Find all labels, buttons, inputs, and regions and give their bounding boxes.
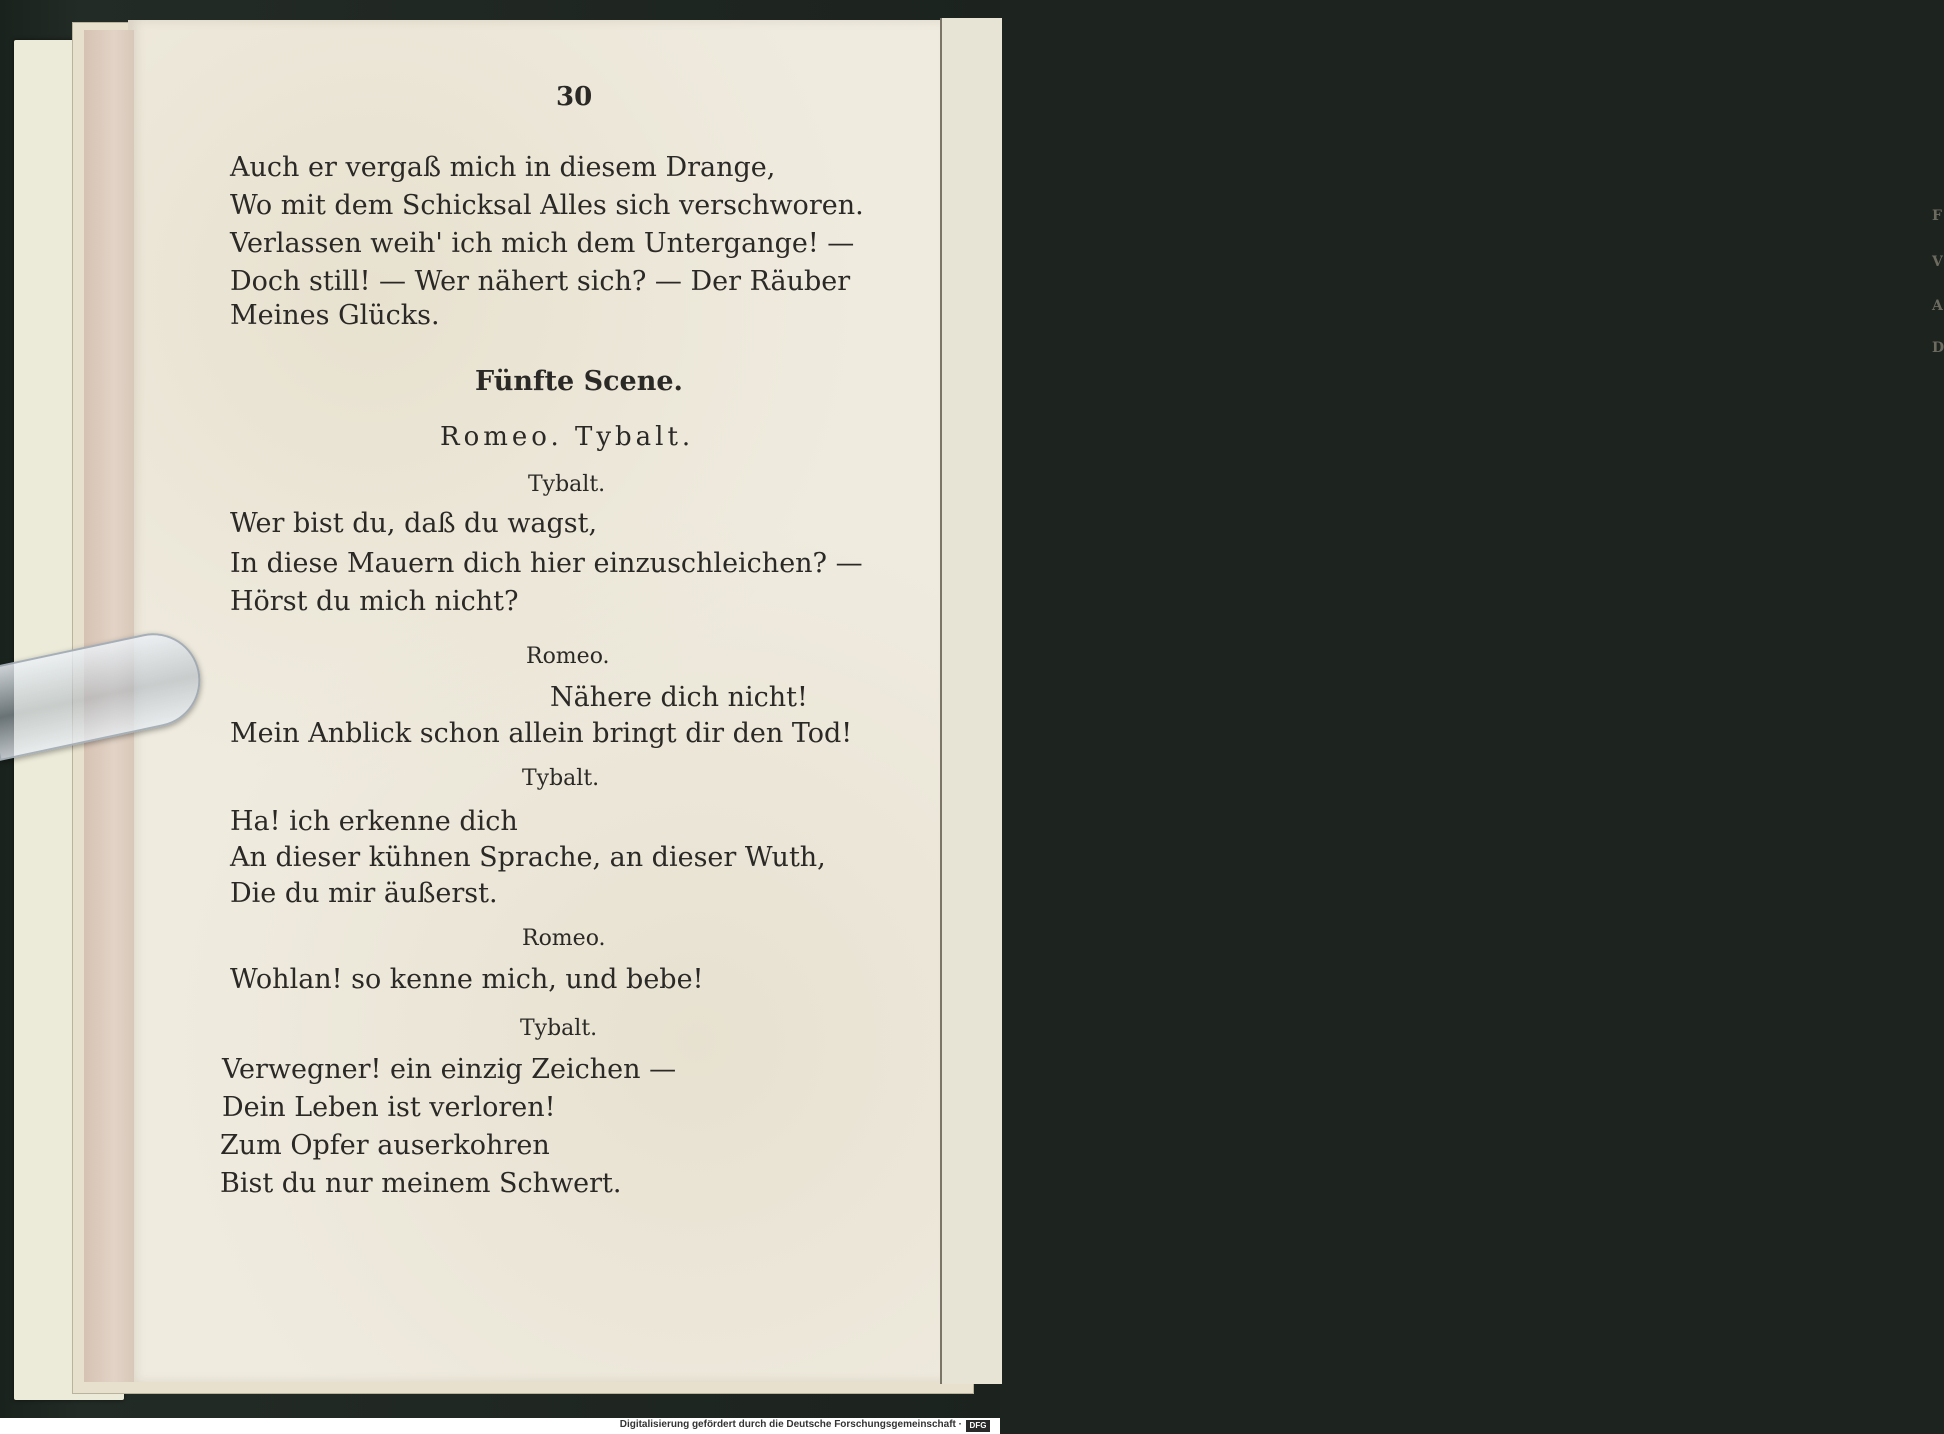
- verse-line: Meines Glücks.: [230, 300, 440, 331]
- verse-line: Hörst du mich nicht?: [230, 586, 519, 617]
- verse-line: Wo mit dem Schicksal Alles sich verschworen.: [230, 190, 864, 221]
- verse-line: In diese Mauern dich hier einzuschleichen? —: [230, 548, 863, 579]
- verse-line: Wohlan! so kenne mich, und bebe!: [230, 964, 704, 995]
- verse-line: An dieser kühnen Sprache, an dieser Wuth,: [230, 842, 826, 873]
- speaker-label: Romeo.: [526, 644, 610, 669]
- bleed-letter: V: [1932, 254, 1943, 270]
- verse-line: Dein Leben ist verloren!: [222, 1092, 556, 1123]
- verse-line: Verwegner! ein einzig Zeichen —: [222, 1054, 677, 1085]
- verse-line: Verlassen weih' ich mich dem Untergange! —: [230, 228, 855, 259]
- speaker-label: Tybalt.: [522, 766, 600, 791]
- verse-line: Nähere dich nicht!: [550, 682, 808, 713]
- cast-list: Romeo. Tybalt.: [440, 422, 695, 452]
- verse-line: Wer bist du, daß du wagst,: [230, 508, 598, 539]
- bleed-letter: F: [1932, 208, 1942, 224]
- speaker-label: Tybalt.: [528, 472, 606, 497]
- speaker-label: Tybalt.: [520, 1016, 598, 1041]
- verse-line: Ha! ich erkenne dich: [230, 806, 518, 837]
- bleed-letter: D: [1932, 340, 1944, 356]
- scene-title: Fünfte Scene.: [475, 366, 683, 397]
- dfg-logo: DFG: [966, 1420, 990, 1432]
- verse-line: Die du mir äußerst.: [230, 878, 498, 909]
- verse-line: Zum Opfer auserkohren: [220, 1130, 550, 1161]
- verse-line: Mein Anblick schon allein bringt dir den Tod!: [230, 718, 853, 749]
- facing-page-edge: [940, 18, 1944, 1384]
- page-number: 30: [556, 82, 593, 112]
- footer-credit: Digitalisierung gefördert durch die Deutsche Forschungsgemeinschaft ·: [619, 1419, 962, 1430]
- verse-line: Auch er vergaß mich in diesem Drange,: [230, 152, 776, 183]
- verse-line: Bist du nur meinem Schwert.: [220, 1168, 622, 1199]
- speaker-label: Romeo.: [522, 926, 606, 951]
- bleed-letter: A: [1932, 298, 1943, 314]
- verse-line: Doch still! — Wer nähert sich? — Der Räuber: [230, 266, 851, 297]
